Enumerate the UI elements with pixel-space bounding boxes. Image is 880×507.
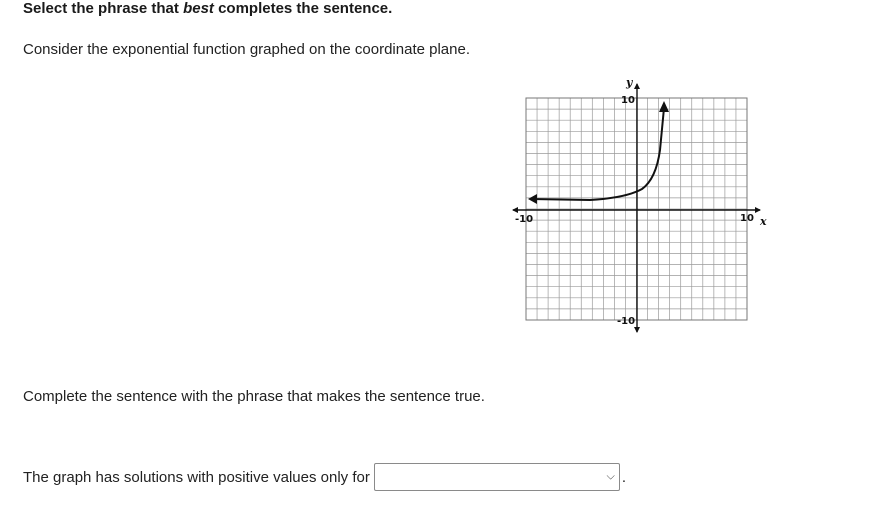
x-axis-arrow-right	[755, 207, 761, 213]
exponential-curve	[531, 108, 664, 200]
sentence-row	[23, 463, 626, 491]
sentence-end: .	[621, 468, 627, 486]
question-stem: Consider the exponential function graphed on the coordinate plane.	[23, 41, 470, 58]
sentence-text: The graph has solutions with positive values only for	[23, 468, 370, 486]
instruction-emphasis: best	[183, 0, 214, 17]
curve-arrow-up	[659, 101, 669, 112]
y-axis-name: y	[626, 76, 633, 89]
chevron-down-icon: ⌵	[606, 470, 615, 483]
y-min-label: -10	[617, 316, 636, 327]
curve-arrow-left	[528, 194, 537, 204]
coordinate-graph	[505, 72, 775, 340]
x-axis-arrow-left	[512, 207, 518, 213]
y-axis-arrow-up	[634, 83, 640, 89]
y-max-label: 10	[621, 95, 635, 106]
x-axis-name: x	[760, 215, 767, 228]
y-axis-arrow-down	[634, 327, 640, 333]
answer-dropdown[interactable]	[374, 463, 620, 491]
sentence-prompt: Complete the sentence with the phrase that makes the sentence true.	[23, 388, 485, 405]
instruction	[23, 0, 392, 17]
instruction-before: Select the phrase that	[23, 0, 184, 17]
x-max-label: 10	[740, 213, 754, 224]
instruction-after: completes the sentence.	[213, 0, 393, 17]
x-min-label: -10	[515, 214, 534, 225]
